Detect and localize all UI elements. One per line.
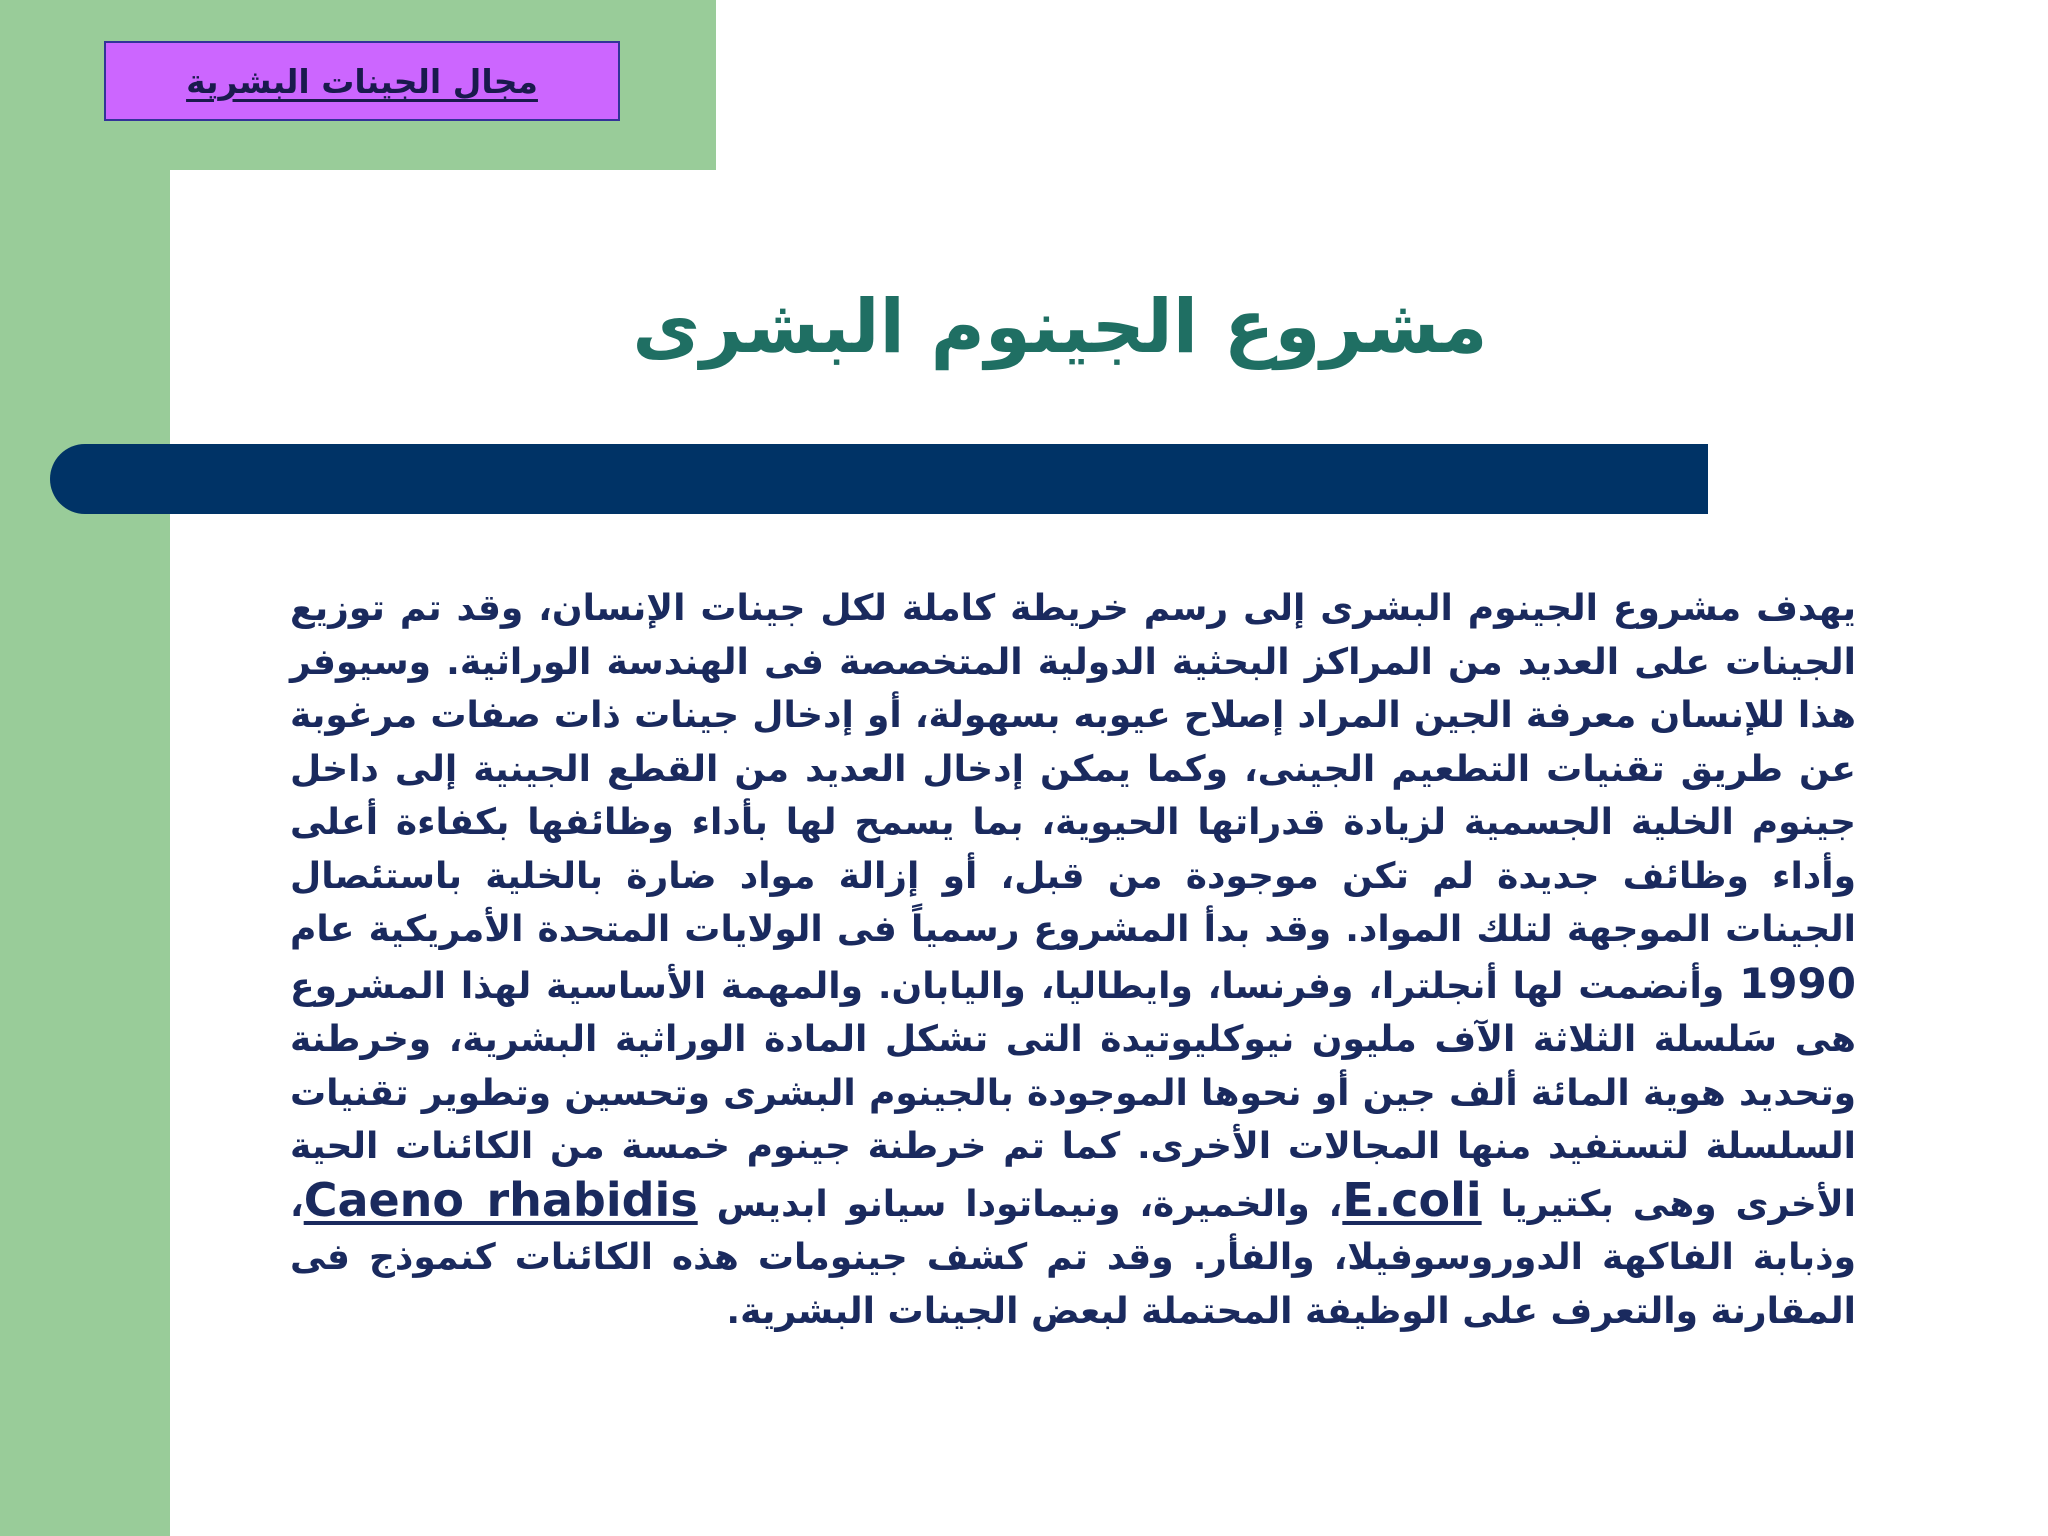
body-text-part-1: يهدف مشروع الجينوم البشرى إلى رسم خريطة كاملة لكل جينات الإنسان، وقد تم توزيع الجينات على العديد من المراكز البحثية الدولية المتخصصة فى الهندسة الوراثية. وسيوفر هذا للإنسان معرفة الجين المراد إصلاح عيوبه بسهولة، أو إدخال جينات ذات صفات مرغوبة عن طريق تقنيات التطعيم الجينى، وكما يمكن إدخال العديد من القطع الجينية إلى داخل جينوم الخلية الجسمية لزيادة قدراتها الحيوية، بما يسمح لها بأداء وظائفها بكفاءة أعلى وأداء وظائف جديدة لم تكن موجودة من قبل، أو إزالة مواد ضارة بالخلية باستئصال الجينات الموجهة لتلك المواد. وقد بدأ المشروع رسمياً فى الولايات المتحدة الأمريكية عام	[290, 588, 1856, 950]
body-text-part-2: وأنضمت لها أنجلترا، وفرنسا، وايطاليا، واليابان. والمهمة الأساسية لهذا المشروع هى سَلسلة الثلاثة الآف مليون نيوكليوتيدة التى تشكل المادة الوراثية البشرية، وخرطنة وتحديد هوية المائة ألف جين أو نحوها الموجودة بالجينوم البشرى وتحسين وتطوير تقنيات السلسلة لتستفيد منها المجالات الأخرى. كما تم خرطنة جينوم خمسة من الكائنات الحية الأخرى وهى بكتيريا	[290, 965, 1856, 1225]
green-side-band	[0, 0, 170, 1536]
caeno-rhabidis-link[interactable]: Caeno rhabidis	[303, 1172, 698, 1227]
body-text-part-3: ، والخميرة، ونيماتودا سيانو ابديس	[716, 1183, 1343, 1225]
ecoli-link[interactable]: E.coli	[1342, 1172, 1482, 1227]
year-value: 1990	[1739, 958, 1856, 1008]
slide-title: مشروع الجينوم البشرى	[632, 284, 1488, 370]
body-paragraph	[290, 582, 1856, 1338]
nav-link-human-genes[interactable]: مجال الجينات البشرية	[186, 61, 538, 101]
nav-link-box[interactable]	[104, 41, 620, 121]
body-text-part-4: ، وذبابة الفاكهة الدوروسوفيلا، والفأر. وقد تم كشف جينومات هذه الكائنات كنموذج فى المقارنة والتعرف على الوظيفة المحتملة لبعض الجينات البشرية.	[290, 1183, 1856, 1332]
title-divider-bar	[50, 444, 1708, 514]
